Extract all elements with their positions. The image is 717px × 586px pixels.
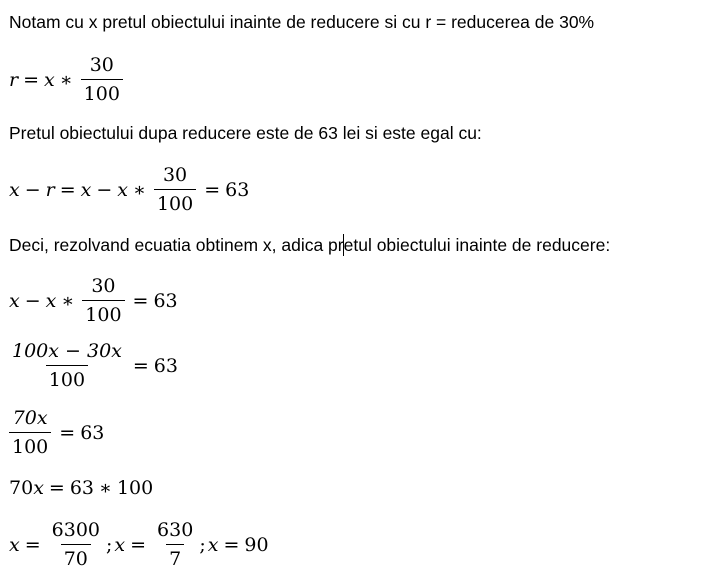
fraction-30-over-100 <box>81 53 123 106</box>
denominator: 7 <box>166 544 184 571</box>
numerator: 70x <box>12 407 48 429</box>
equation-step-2 <box>9 339 178 392</box>
equals-sign: = <box>130 533 147 556</box>
equals-sign: = <box>223 533 240 556</box>
var-x: x <box>44 68 55 91</box>
numerator: 30 <box>89 54 114 76</box>
numerator: 30 <box>162 164 188 186</box>
fraction-630-over-7 <box>154 518 196 571</box>
equation-solution <box>9 518 269 571</box>
deci-text[interactable] <box>9 234 610 256</box>
var-x: x <box>45 289 57 312</box>
var-r: r <box>9 68 19 91</box>
deci-text-before-caret: Deci, rezolvand ecuatia obtinem x, adica pr <box>9 235 344 255</box>
var-x: x <box>80 178 92 201</box>
var-x: x <box>9 178 20 201</box>
numerator: 6300 <box>51 519 100 541</box>
semicolon: ; <box>106 533 113 556</box>
after-price-text: Pretul obiectului dupa reducere este de 63 lei si este egal cu: <box>9 123 482 143</box>
numerator: 630 <box>157 519 194 541</box>
equation-price-after-reduction <box>9 163 249 216</box>
equation-r-definition <box>9 53 126 106</box>
equals-sign: = <box>132 289 149 312</box>
times-sign: ∗ <box>61 289 75 312</box>
var-x: x <box>9 289 20 312</box>
fraction-30-over-100 <box>154 163 196 216</box>
fraction-30-over-100 <box>82 274 124 327</box>
denominator: 70 <box>61 544 91 571</box>
semicolon: ; <box>199 533 206 556</box>
var-r: r <box>45 178 55 201</box>
minus-sign: − <box>24 289 41 312</box>
numerator: 100x − 30x <box>12 340 122 362</box>
equals-sign: = <box>59 421 76 444</box>
equals-sign: = <box>132 354 149 377</box>
value-90: 90 <box>244 533 269 556</box>
equals-sign: = <box>23 68 40 91</box>
equals-sign: = <box>204 178 221 201</box>
times-sign: ∗ <box>99 477 112 499</box>
minus-sign: − <box>24 178 41 201</box>
equals-sign: = <box>48 477 65 499</box>
intro-text: Notam cu x pretul obiectului inainte de reducere si cu r = reducerea de 30% <box>9 12 595 32</box>
value-63: 63 <box>80 421 105 444</box>
equation-step-3 <box>9 406 104 459</box>
value-100: 100 <box>116 477 154 499</box>
var-x: x <box>33 477 44 499</box>
var-x: x <box>9 533 20 556</box>
denominator: 100 <box>46 365 88 392</box>
value-63: 63 <box>153 289 178 312</box>
var-x: x <box>117 178 129 201</box>
coefficient-70: 70 <box>9 477 34 499</box>
var-x: x <box>207 533 219 556</box>
fraction-70x-over-100 <box>9 406 51 459</box>
fraction-100x-minus-30x-over-100 <box>9 339 125 392</box>
value-63: 63 <box>153 354 178 377</box>
deci-text-after-caret: etul obiectului inainte de reducere: <box>343 235 611 255</box>
denominator: 100 <box>81 79 123 106</box>
equals-sign: = <box>59 178 76 201</box>
equation-step-1 <box>9 274 178 327</box>
denominator: 100 <box>82 300 124 327</box>
denominator: 100 <box>154 189 196 216</box>
denominator: 100 <box>9 432 51 459</box>
value-63: 63 <box>225 178 250 201</box>
equals-sign: = <box>24 533 41 556</box>
minus-sign: − <box>96 178 113 201</box>
equation-step-4 <box>9 477 153 499</box>
times-sign: ∗ <box>133 178 146 201</box>
var-x: x <box>114 533 126 556</box>
times-sign: ∗ <box>59 68 73 91</box>
fraction-6300-over-70 <box>49 518 103 571</box>
numerator: 30 <box>91 275 116 297</box>
value-63: 63 <box>69 477 95 499</box>
